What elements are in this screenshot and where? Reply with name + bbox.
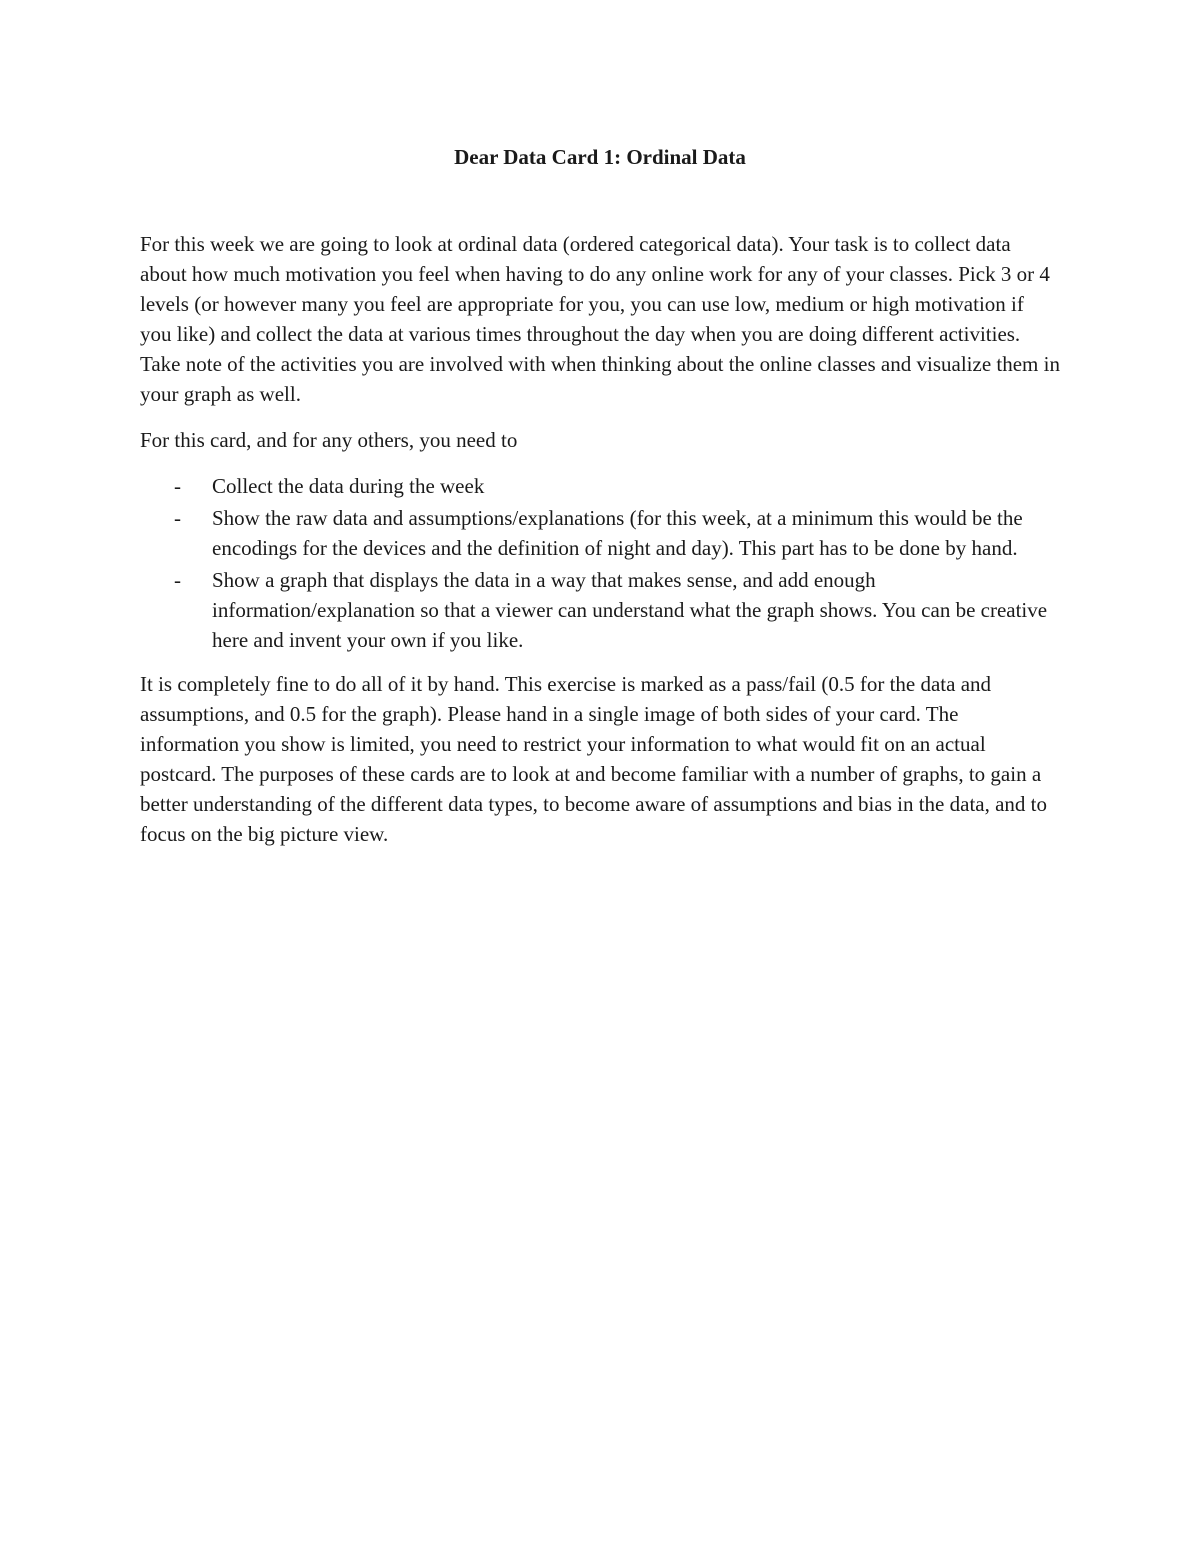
document-title: Dear Data Card 1: Ordinal Data xyxy=(454,145,746,169)
list-item xyxy=(140,565,1060,655)
intro-paragraph: For this week we are going to look at ordinal data (ordered categorical data). Your task is to collect data about how much motivation you feel when having to do any online work for any of your classes. Pick 3 or 4 levels (or however many you feel are appropriate for you, you can use low, medium or high motivation if you like) and collect the data at various times throughout the day when you are doing different activities. Take note of the activities you are involved with when thinking about the online classes and visualize them in your graph as well. xyxy=(140,232,1060,406)
bullet-dash: - xyxy=(174,506,181,530)
requirements-list xyxy=(140,471,1060,655)
list-item-text: Show a graph that displays the data in a way that makes sense, and add enough information/explanation so that a viewer can understand what the graph shows. You can be creative here and invent your own if you like. xyxy=(212,568,1048,652)
document-content xyxy=(140,142,1060,865)
closing-paragraph: It is completely fine to do all of it by hand. This exercise is marked as a pass/fail (0.5 for the data and assumptions, and 0.5 for the graph). Please hand in a single image of both sides of your card. The information you show is limited, you need to restrict your information to what would fit on an actual postcard. The purposes of these cards are to look at and become familiar with a number of graphs, to gain a better understanding of the different data types, to become aware of assumptions and bias in the data, and to focus on the big picture view. xyxy=(140,672,1047,846)
list-item xyxy=(140,503,1060,563)
bullet-dash: - xyxy=(174,474,181,498)
lead-paragraph: For this card, and for any others, you need to xyxy=(140,428,518,452)
list-item-text: Show the raw data and assumptions/explanations (for this week, at a minimum this would be the encodings for the devices and the definition of night and day). This part has to be done by hand. xyxy=(212,506,1023,560)
bullet-dash: - xyxy=(174,568,181,592)
list-item xyxy=(140,471,1060,501)
list-item-text: Collect the data during the week xyxy=(212,474,485,498)
